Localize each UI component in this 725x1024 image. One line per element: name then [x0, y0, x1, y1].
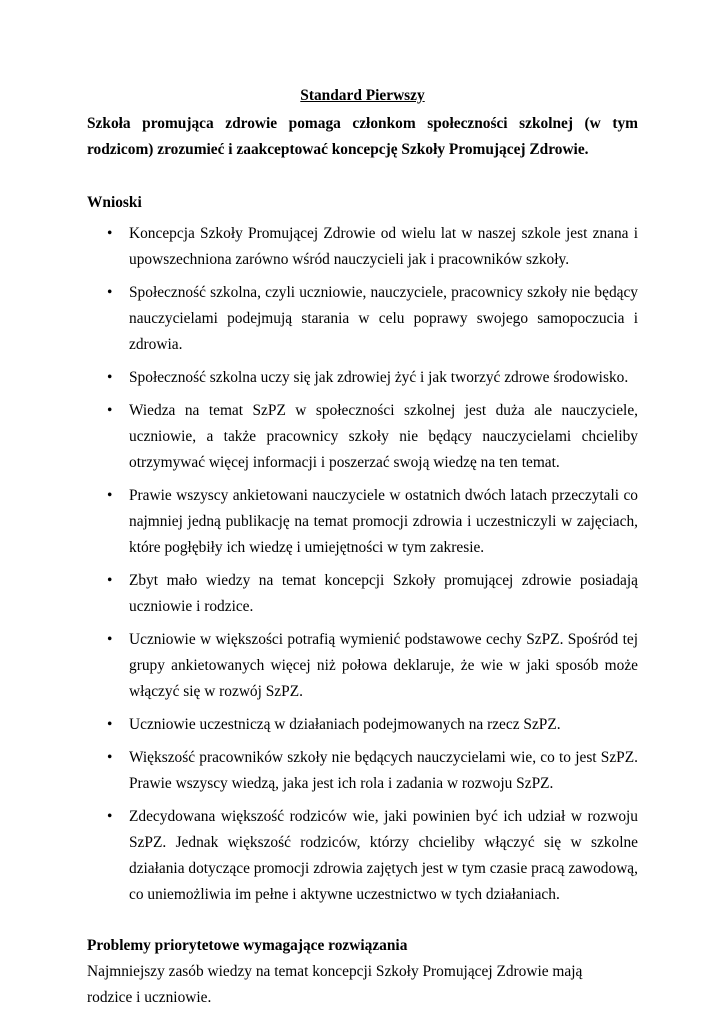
bullet-icon: • [107, 631, 113, 648]
conclusions-list [87, 221, 638, 908]
list-item [87, 745, 638, 797]
list-item [87, 221, 638, 273]
conclusions-heading: Wnioski [87, 194, 142, 211]
document-page [87, 84, 638, 1011]
list-item-text: Uczniowie uczestniczą w działaniach podejmowanych na rzecz SzPZ. [129, 716, 561, 733]
list-item-text: Koncepcja Szkoły Promującej Zdrowie od wielu lat w naszej szkole jest znana i upowszechniona zarówno wśród nauczycieli jak i pracowników szkoły. [129, 225, 638, 268]
list-item [87, 568, 638, 620]
list-item-text: Prawie wszyscy ankietowani nauczyciele w ostatnich dwóch latach przeczytali co najmniej jedną publikację na temat promocji zdrowia i uczestniczyli w zajęciach, które pogłębiły ich wiedzę i umiejętności w tym zakresie. [129, 487, 638, 556]
bullet-icon: • [107, 284, 113, 301]
bullet-icon: • [107, 225, 113, 242]
bullet-icon: • [107, 808, 113, 825]
document-subtitle: Szkoła promująca zdrowie pomaga członkom społeczności szkolnej (w tym rodzicom) zrozumieć i zaakceptować koncepcję Szkoły Promującej Zdrowie. [87, 115, 638, 158]
list-item [87, 712, 638, 738]
priority-problems-text: Najmniejszy zasób wiedzy na temat koncepcji Szkoły Promującej Zdrowie mają rodzice i uczniowie. [87, 963, 583, 1006]
list-item-text: Uczniowie w większości potrafią wymienić podstawowe cechy SzPZ. Spośród tej grupy ankietowanych więcej niż połowa deklaruje, że wie w jaki sposób może włączyć się w rozwój SzPZ. [129, 631, 638, 700]
list-item [87, 483, 638, 561]
bullet-icon: • [107, 369, 113, 386]
bullet-icon: • [107, 749, 113, 766]
list-item-text: Społeczność szkolna uczy się jak zdrowiej żyć i jak tworzyć zdrowe środowisko. [129, 369, 629, 386]
list-item [87, 365, 638, 391]
list-item [87, 398, 638, 476]
list-item-text: Wiedza na temat SzPZ w społeczności szkolnej jest duża ale nauczyciele, uczniowie, a także pracownicy szkoły nie będący nauczycielami chcieliby otrzymywać więcej informacji i poszerzać swoją wiedzę na ten temat. [129, 402, 638, 471]
list-item-text: Większość pracowników szkoły nie będących nauczycielami wie, co to jest SzPZ. Prawie wszyscy wiedzą, jaka jest ich rola i zadania w rozwoju SzPZ. [129, 749, 638, 792]
bullet-icon: • [107, 716, 113, 733]
bullet-icon: • [107, 487, 113, 504]
list-item-text: Zbyt mało wiedzy na temat koncepcji Szkoły promującej zdrowie posiadają uczniowie i rodzice. [129, 572, 638, 615]
bullet-icon: • [107, 402, 113, 419]
list-item [87, 627, 638, 705]
list-item [87, 280, 638, 358]
list-item-text: Społeczność szkolna, czyli uczniowie, nauczyciele, pracownicy szkoły nie będący nauczycielami podejmują starania w celu poprawy swojego samopoczucia i zdrowia. [129, 284, 638, 353]
list-item [87, 804, 638, 908]
priority-problems-heading: Problemy priorytetowe wymagające rozwiązania [87, 937, 408, 954]
document-title: Standard Pierwszy [300, 87, 425, 104]
bullet-icon: • [107, 572, 113, 589]
list-item-text: Zdecydowana większość rodziców wie, jaki powinien być ich udział w rozwoju SzPZ. Jednak większość rodziców, którzy chcieliby włączyć się w szkolne działania dotyczące promocji zdrowia zajętych jest w tym czasie pracą zawodową, co uniemożliwia im pełne i aktywne uczestnictwo w tych działaniach. [129, 808, 638, 903]
